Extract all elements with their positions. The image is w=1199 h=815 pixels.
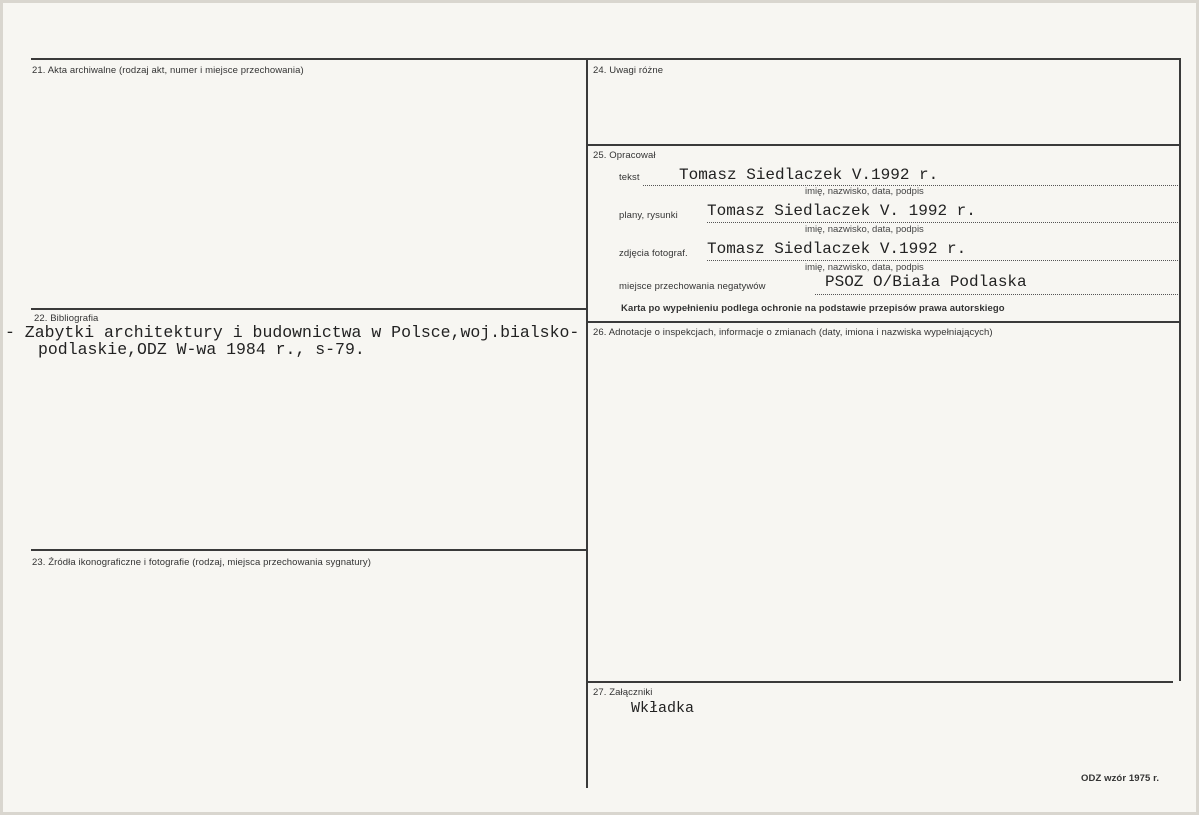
center-divider [586,58,588,788]
plany-value: Tomasz Siedlaczek V. 1992 r. [707,202,976,220]
divider-25-26 [588,321,1181,323]
negatywy-value: PSOZ O/Biała Podlaska [825,273,1027,291]
right-border-24-26 [1179,58,1181,681]
plany-label: plany, rysunki [619,210,678,221]
divider-22-23 [31,549,586,551]
bibliography-line-2: podlaskie,ODZ W-wa 1984 r., s-79. [38,340,365,359]
copyright-notice: Karta po wypełnieniu podlega ochronie na podstawie przepisów prawa autorskiego [621,303,1005,314]
divider-21-22 [31,308,586,310]
bibliography-line-1: - Zabytki architektury i budownictwa w Polsce,woj.bialsko- [5,323,580,342]
zdjecia-caption: imię, nazwisko, data, podpis [805,262,924,273]
section-24-label: 24. Uwagi różne [593,65,664,76]
attachment-value: Wkładka [631,700,695,717]
plany-dotted-line [707,222,1178,223]
divider-24-25 [588,144,1181,146]
section-22-label: 22. Bibliografia [34,313,99,324]
negatywy-label: miejsce przechowania negatywów [619,281,766,292]
zdjecia-dotted-line [707,260,1178,261]
zdjecia-value: Tomasz Siedlaczek V.1992 r. [707,240,967,258]
section-21-label: 21. Akta archiwalne (rodzaj akt, numer i miejsce przechowania) [32,65,304,76]
form-code: ODZ wzór 1975 r. [1081,773,1160,784]
section-26-label: 26. Adnotacje o inspekcjach, informacje o zmianach (daty, imiona i nazwiska wypełniających) [593,327,993,338]
section-27-label: 27. Załączniki [593,687,653,698]
top-border [31,58,1181,60]
form-sheet [3,3,1196,812]
tekst-label: tekst [619,172,640,183]
negatywy-dotted-line [815,294,1178,295]
divider-26-27 [588,681,1173,683]
tekst-value: Tomasz Siedlaczek V.1992 r. [679,166,939,184]
section-23-label: 23. Źródła ikonograficzne i fotografie (rodzaj, miejsca przechowania sygnatury) [32,557,371,568]
tekst-caption: imię, nazwisko, data, podpis [805,186,924,197]
section-25-label: 25. Opracował [593,150,656,161]
plany-caption: imię, nazwisko, data, podpis [805,224,924,235]
zdjecia-label: zdjęcia fotograf. [619,248,688,259]
